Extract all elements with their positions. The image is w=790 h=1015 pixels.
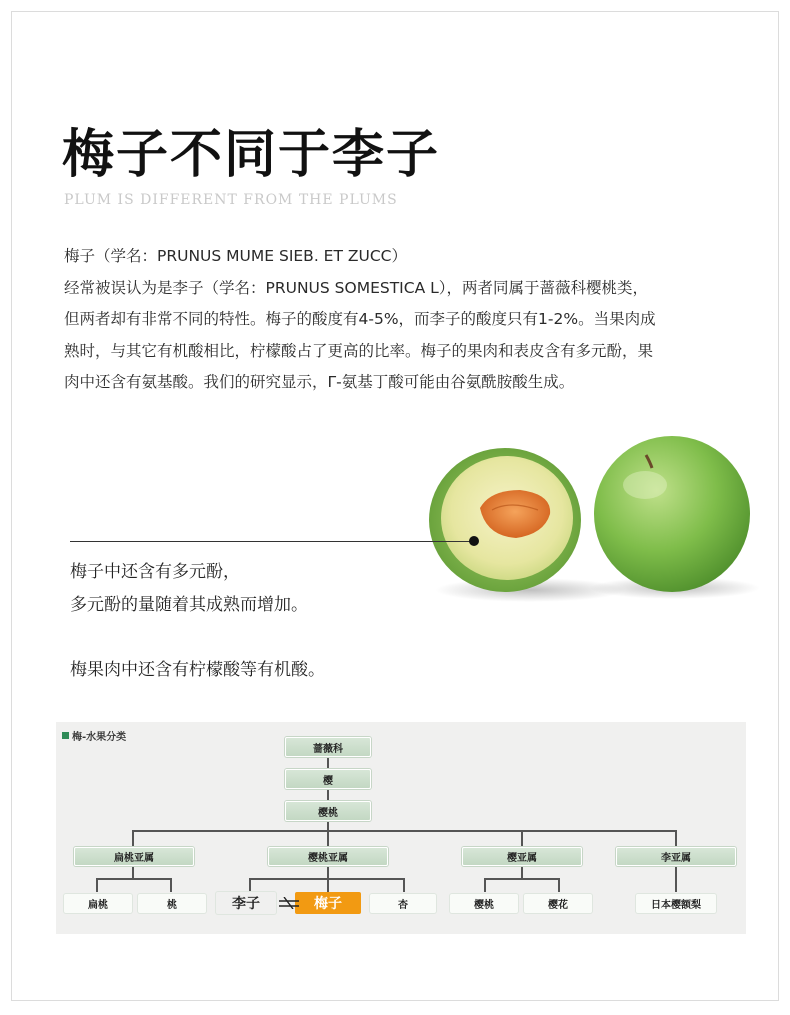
polyphenol-note	[70, 556, 308, 622]
tree-connector	[249, 878, 251, 892]
tree-connector	[521, 830, 523, 848]
leaf-cherry: 樱桃	[450, 894, 518, 913]
tree-connector	[327, 878, 329, 892]
intro-line: 熟时，与其它有机酸相比，柠檬酸占了更高的比率。梅子的果肉和表皮含有多元酚，果	[64, 341, 654, 360]
page-subtitle: PLUM IS DIFFERENT FROM THE PLUMS	[64, 192, 398, 208]
square-marker-icon	[62, 732, 69, 739]
tree-connector	[327, 830, 329, 848]
classification-tree	[56, 722, 746, 934]
node-cherry: 樱桃	[285, 801, 371, 821]
leaf-almond: 扁桃	[64, 894, 132, 913]
callout-dot	[469, 536, 479, 546]
not-equal-icon	[279, 897, 299, 909]
polyphenol-line: 多元酚的量随着其成熟而增加。	[70, 595, 308, 615]
tree-connector	[132, 830, 677, 832]
node-plum-subgenus: 李亚属	[616, 847, 736, 866]
tree-connector	[484, 878, 486, 892]
tree-connector	[675, 830, 677, 848]
leaf-plum-li: 李子	[216, 892, 276, 914]
polyphenol-line: 梅子中还含有多元酚，	[70, 562, 240, 582]
tree-connector	[96, 878, 98, 892]
tree-title	[62, 728, 126, 743]
tree-connector	[675, 866, 677, 892]
leaf-ume-highlight: 梅子	[295, 892, 361, 914]
intro-paragraph	[64, 241, 754, 399]
tree-connector	[327, 757, 329, 769]
tree-connector	[170, 878, 172, 892]
tree-connector	[327, 789, 329, 801]
leaf-sakura: 樱花	[524, 894, 592, 913]
page-title: 梅子不同于李子	[62, 124, 441, 185]
leaf-japanese-plum: 日本樱额梨	[636, 894, 716, 913]
tree-connector	[521, 866, 523, 878]
callout-line	[70, 541, 474, 542]
tree-title-text: 梅-水果分类	[72, 732, 127, 743]
node-sakura-subgenus: 樱亚属	[462, 847, 582, 866]
tree-connector	[484, 878, 560, 880]
tree-connector	[132, 866, 134, 878]
node-amygdalus: 扁桃亚属	[74, 847, 194, 866]
intro-line: 梅子（学名：PRUNUS MUME SIEB. ET ZUCC）	[64, 247, 407, 265]
intro-line: 但两者却有非常不同的特性。梅子的酸度有4-5%，而李子的酸度只有1-2%。当果肉成	[64, 310, 656, 328]
tree-connector	[132, 830, 134, 848]
plum-image	[420, 430, 760, 610]
leaf-apricot: 杏	[370, 894, 436, 913]
node-cerasus-subgenus: 樱桃亚属	[268, 847, 388, 866]
leaf-peach: 桃	[138, 894, 206, 913]
acid-note: 梅果肉中还含有柠檬酸等有机酸。	[70, 660, 325, 680]
intro-line: 肉中还含有氨基酸。我们的研究显示，Γ-氨基丁酸可能由谷氨酰胺酸生成。	[64, 373, 575, 391]
tree-connector	[558, 878, 560, 892]
tree-connector	[403, 878, 405, 892]
intro-line: 经常被误认为是李子（学名：PRUNUS SOMESTICA L），两者同属于蔷薇科樱桃类，	[64, 278, 648, 297]
tree-connector	[327, 866, 329, 878]
node-prunus: 樱	[285, 769, 371, 789]
tree-connector	[96, 878, 172, 880]
node-rosaceae: 蔷薇科	[285, 737, 371, 757]
